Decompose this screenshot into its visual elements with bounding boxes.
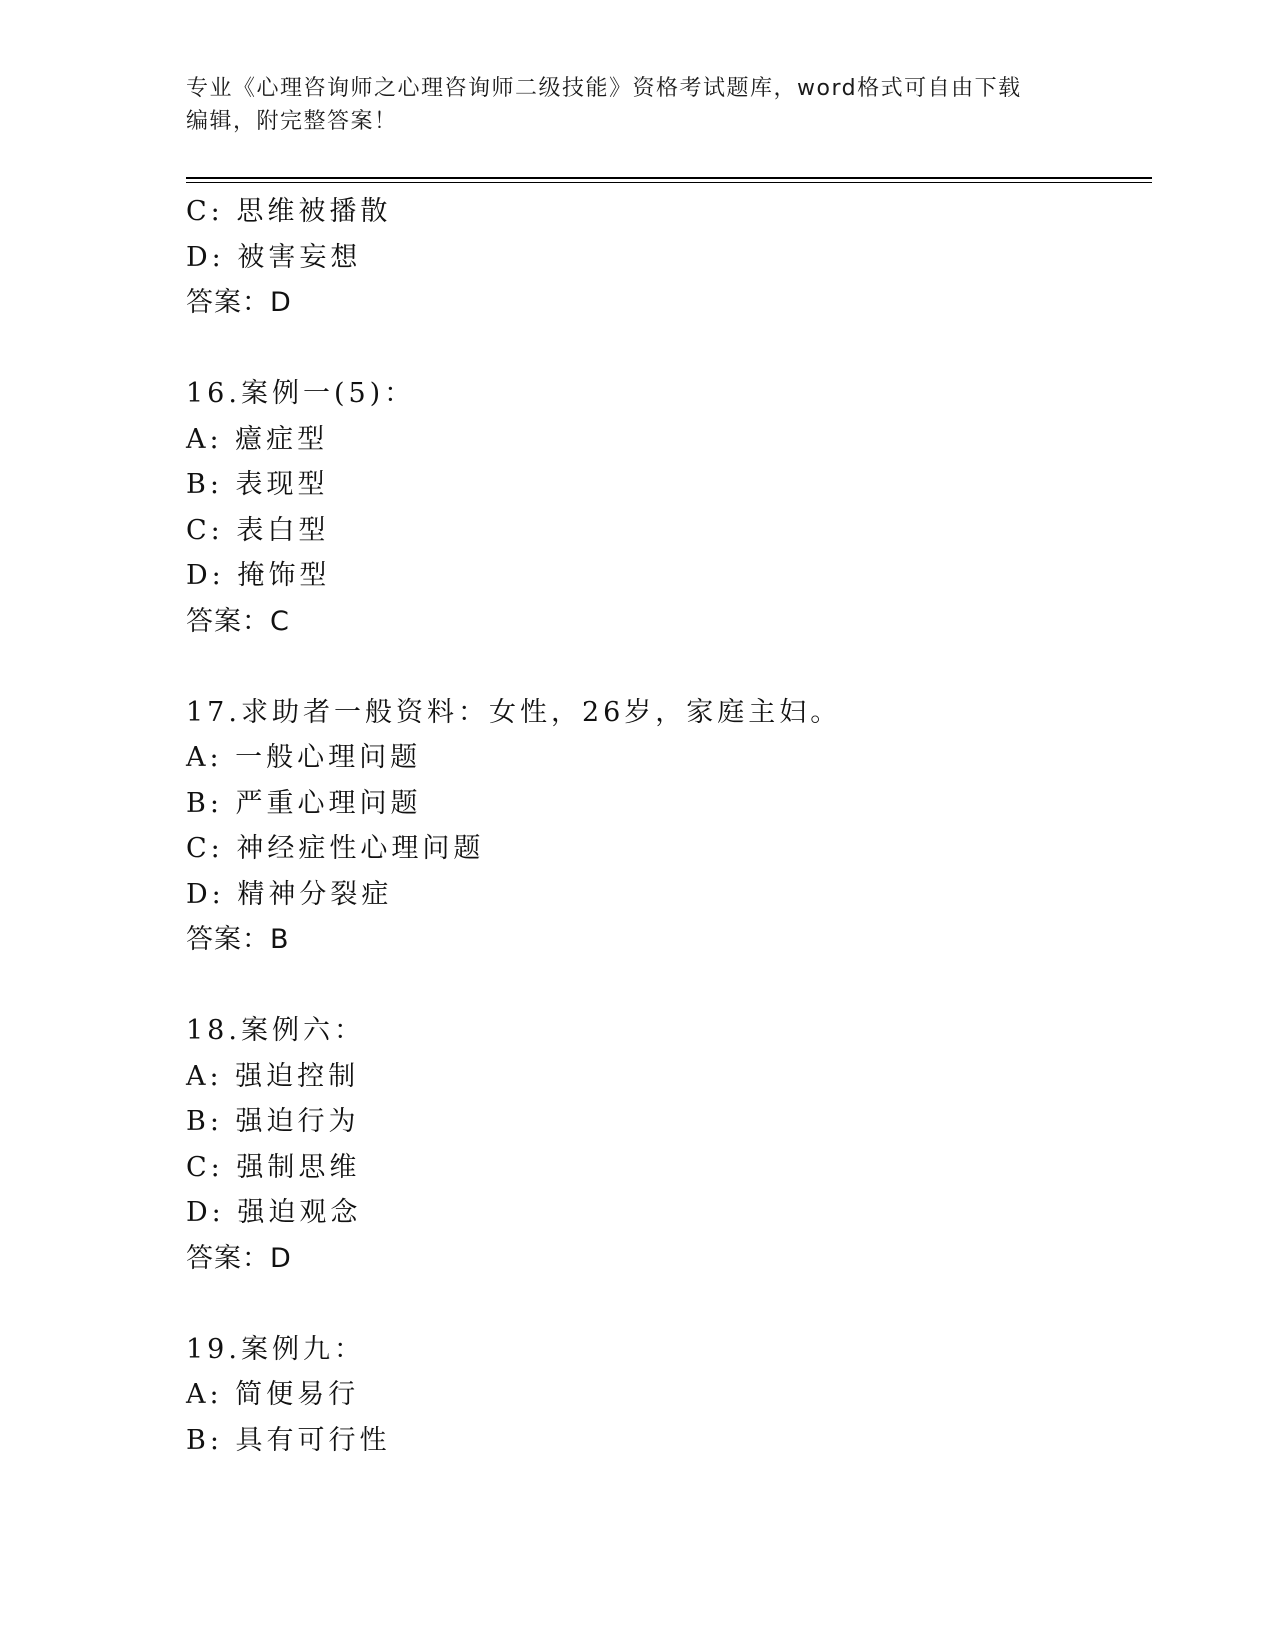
option-a: A: 强迫控制 [186, 1060, 360, 1092]
document-header [186, 72, 1086, 138]
option-b: B: 表现型 [186, 469, 329, 500]
question-continuation [186, 189, 1152, 326]
question-18 [186, 1008, 1152, 1281]
option-c: C: 神经症性心理问题 [186, 833, 485, 864]
header-line-2: 编辑，附完整答案！ [186, 109, 398, 134]
header-rule-thick [186, 177, 1152, 179]
option-a: A: 癔症型 [186, 423, 329, 455]
header-line-1: 专业《心理咨询师之心理咨询师二级技能》资格考试题库，word格式可自由下载 [186, 76, 1022, 101]
question-17 [186, 690, 1152, 963]
option-b: B: 强迫行为 [186, 1106, 360, 1137]
answer-line: 答案：B [186, 924, 290, 955]
option-b: B: 具有可行性 [186, 1424, 391, 1456]
answer-line: 答案：D [186, 1242, 292, 1274]
question-list [186, 189, 1152, 1463]
option-d: D: 精神分裂症 [186, 878, 393, 910]
option-c: C: 表白型 [186, 514, 330, 546]
option-a: A: 一般心理问题 [186, 742, 422, 773]
question-title: 16.案例一(5)： [186, 378, 416, 409]
question-19 [186, 1327, 1152, 1464]
option-b: B: 严重心理问题 [186, 787, 422, 819]
question-title: 19.案例九： [186, 1333, 365, 1365]
answer-line: 答案：D [186, 287, 292, 318]
option-c: C: 思维被播散 [186, 196, 392, 227]
header-rule-thin [186, 182, 1152, 183]
answer-line: 答案：C [186, 605, 290, 637]
option-d: D: 强迫观念 [186, 1197, 362, 1228]
option-d: D: 掩饰型 [186, 560, 331, 591]
question-title: 17.求助者一般资料：女性，26岁，家庭主妇。 [186, 696, 842, 728]
option-c: C: 强制思维 [186, 1151, 361, 1183]
question-title: 18.案例六： [186, 1015, 365, 1046]
option-a: A: 简便易行 [186, 1379, 360, 1410]
option-d: D: 被害妄想 [186, 241, 362, 273]
question-16 [186, 371, 1152, 644]
